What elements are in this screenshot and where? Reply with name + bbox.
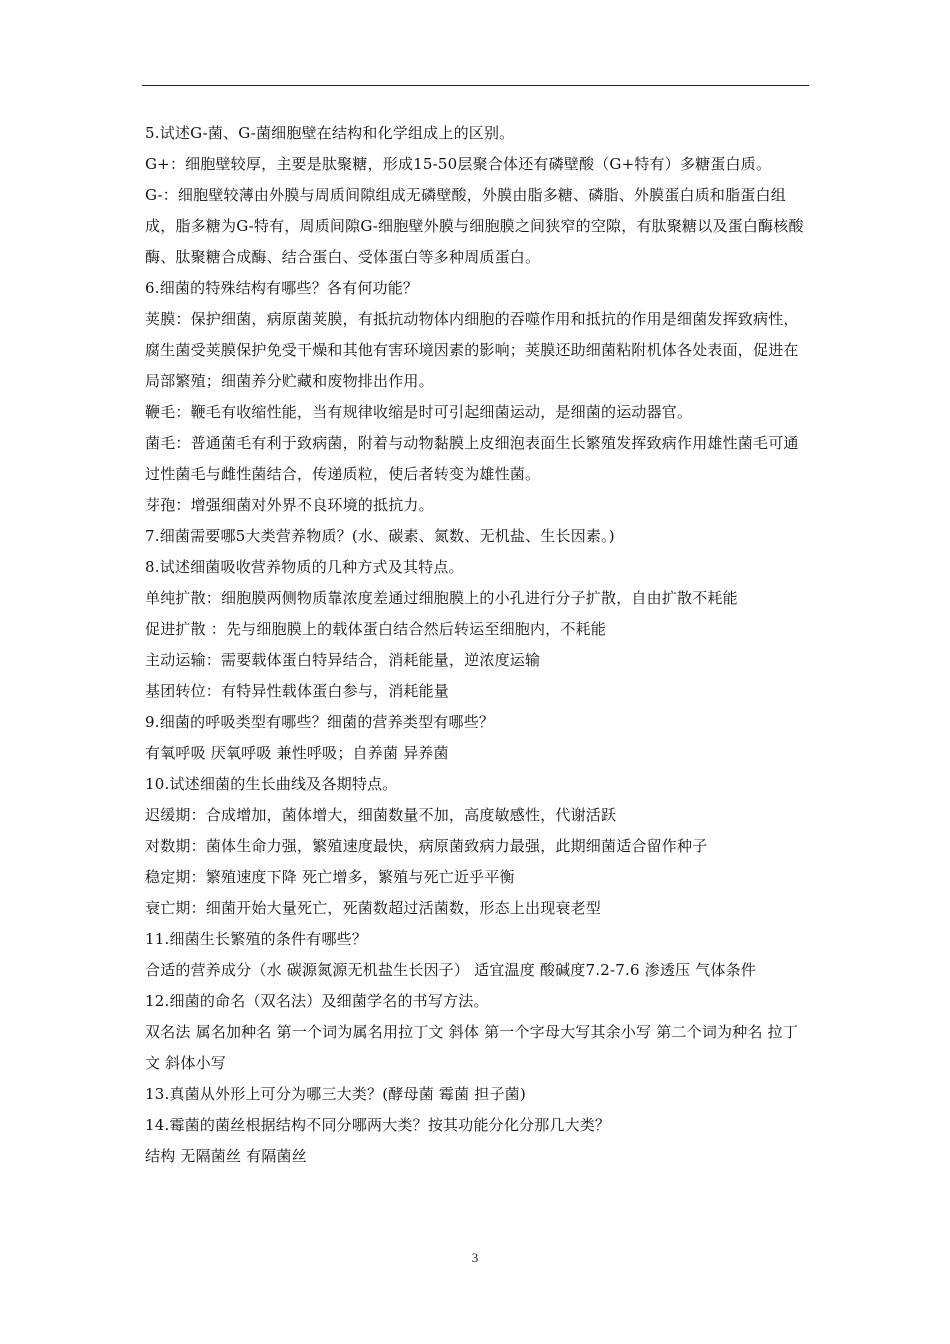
question-6: 6.细菌的特殊结构有哪些？各有何功能？ [145, 279, 419, 297]
page-number: 3 [471, 1250, 479, 1265]
answer-paragraph: 基团转位：有特异性载体蛋白参与，消耗能量 [145, 682, 450, 700]
question-8: 8.试述细菌吸收营养物质的几种方式及其特点。 [145, 558, 464, 576]
answer-paragraph: G+：细胞壁较厚，主要是肽聚糖，形成15-50层聚合体还有磷壁酸（G+特有）多糖蛋白质。 [145, 155, 772, 173]
question-9: 9.细菌的呼吸类型有哪些？细菌的营养类型有哪些？ [145, 713, 495, 731]
answer-paragraph: 促进扩散 ：先与细胞膜上的载体蛋白结合然后转运至细胞内，不耗能 [145, 620, 606, 638]
answer-paragraph: 荚膜：保护细菌，病原菌荚膜，有抵抗动物体内细胞的吞噬作用和抵抗的作用是细菌发挥致病性，腐生菌受荚膜保护免受干燥和其他有害环境因素的影响；荚膜还助细菌粘附机体各处表面，促进在局部繁殖；细菌养分贮藏和废物排出作用。 [145, 310, 799, 390]
question-14: 14.霉菌的菌丝根据结构不同分哪两大类？按其功能分化分那几大类？ [145, 1116, 611, 1134]
question-11: 11.细菌生长繁殖的条件有哪些？ [145, 930, 368, 948]
answer-paragraph: 衰亡期：细菌开始大量死亡，死菌数超过活菌数，形态上出现衰老型 [145, 899, 602, 917]
answer-paragraph: 单纯扩散：细胞膜两侧物质靠浓度差通过细胞膜上的小孔进行分子扩散，自由扩散不耗能 [145, 589, 738, 607]
question-10: 10.试述细菌的生长曲线及各期特点。 [145, 775, 398, 793]
answer-paragraph: 迟缓期：合成增加，菌体增大，细菌数量不加，高度敏感性，代谢活跃 [145, 806, 617, 824]
answer-paragraph: 对数期：菌体生命力强，繁殖速度最快，病原菌致病力最强，此期细菌适合留作种子 [145, 837, 708, 855]
answer-paragraph: 稳定期：繁殖速度下降 死亡增多，繁殖与死亡近乎平衡 [145, 868, 515, 886]
question-5: 5.试述G-菌、G-菌细胞壁在结构和化学组成上的区别。 [145, 124, 515, 142]
question-12: 12.细菌的命名（双名法）及细菌学名的书写方法。 [145, 992, 489, 1010]
answer-paragraph: 菌毛：普通菌毛有利于致病菌，附着与动物黏膜上皮细泡表面生长繁殖发挥致病作用雄性菌毛可通过性菌毛与雌性菌结合，传递质粒，使后者转变为雄性菌。 [145, 434, 799, 483]
answer-paragraph: 双名法 属名加种名 第一个词为属名用拉丁文 斜体 第一个字母大写其余小写 第二个词为种名 拉丁文 斜体小写 [145, 1023, 799, 1072]
answer-paragraph: 合适的营养成分（水 碳源氮源无机盐生长因子） 适宜温度 酸碱度7.2-7.6 渗透压 气体条件 [145, 961, 757, 979]
header-rule [142, 85, 809, 86]
body-text [145, 118, 809, 1172]
answer-paragraph: 有氧呼吸 厌氧呼吸 兼性呼吸；自养菌 异养菌 [145, 744, 449, 762]
question-13: 13.真菌从外形上可分为哪三大类？(酵母菌 霉菌 担子菌) [145, 1085, 526, 1103]
answer-paragraph: G-：细胞壁较薄由外膜与周质间隙组成无磷壁酸，外膜由脂多糖、磷脂、外膜蛋白质和脂蛋白组成，脂多糖为G-特有，周质间隙G-细胞壁外膜与细胞膜之间狭窄的空隙，有肽聚糖以及蛋白酶核酸酶、肽聚糖合成酶、结合蛋白、受体蛋白等多种周质蛋白。 [145, 186, 804, 266]
question-7: 7.细菌需要哪5大类营养物质？(水、碳素、氮数、无机盐、生长因素。) [145, 527, 615, 545]
answer-paragraph: 芽孢：增强细菌对外界不良环境的抵抗力。 [145, 496, 434, 514]
answer-paragraph: 主动运输：需要载体蛋白特异结合，消耗能量，逆浓度运输 [145, 651, 541, 669]
answer-paragraph: 鞭毛：鞭毛有收缩性能，当有规律收缩是时可引起细菌运动，是细菌的运动器官。 [145, 403, 693, 421]
answer-paragraph: 结构 无隔菌丝 有隔菌丝 [145, 1147, 307, 1165]
